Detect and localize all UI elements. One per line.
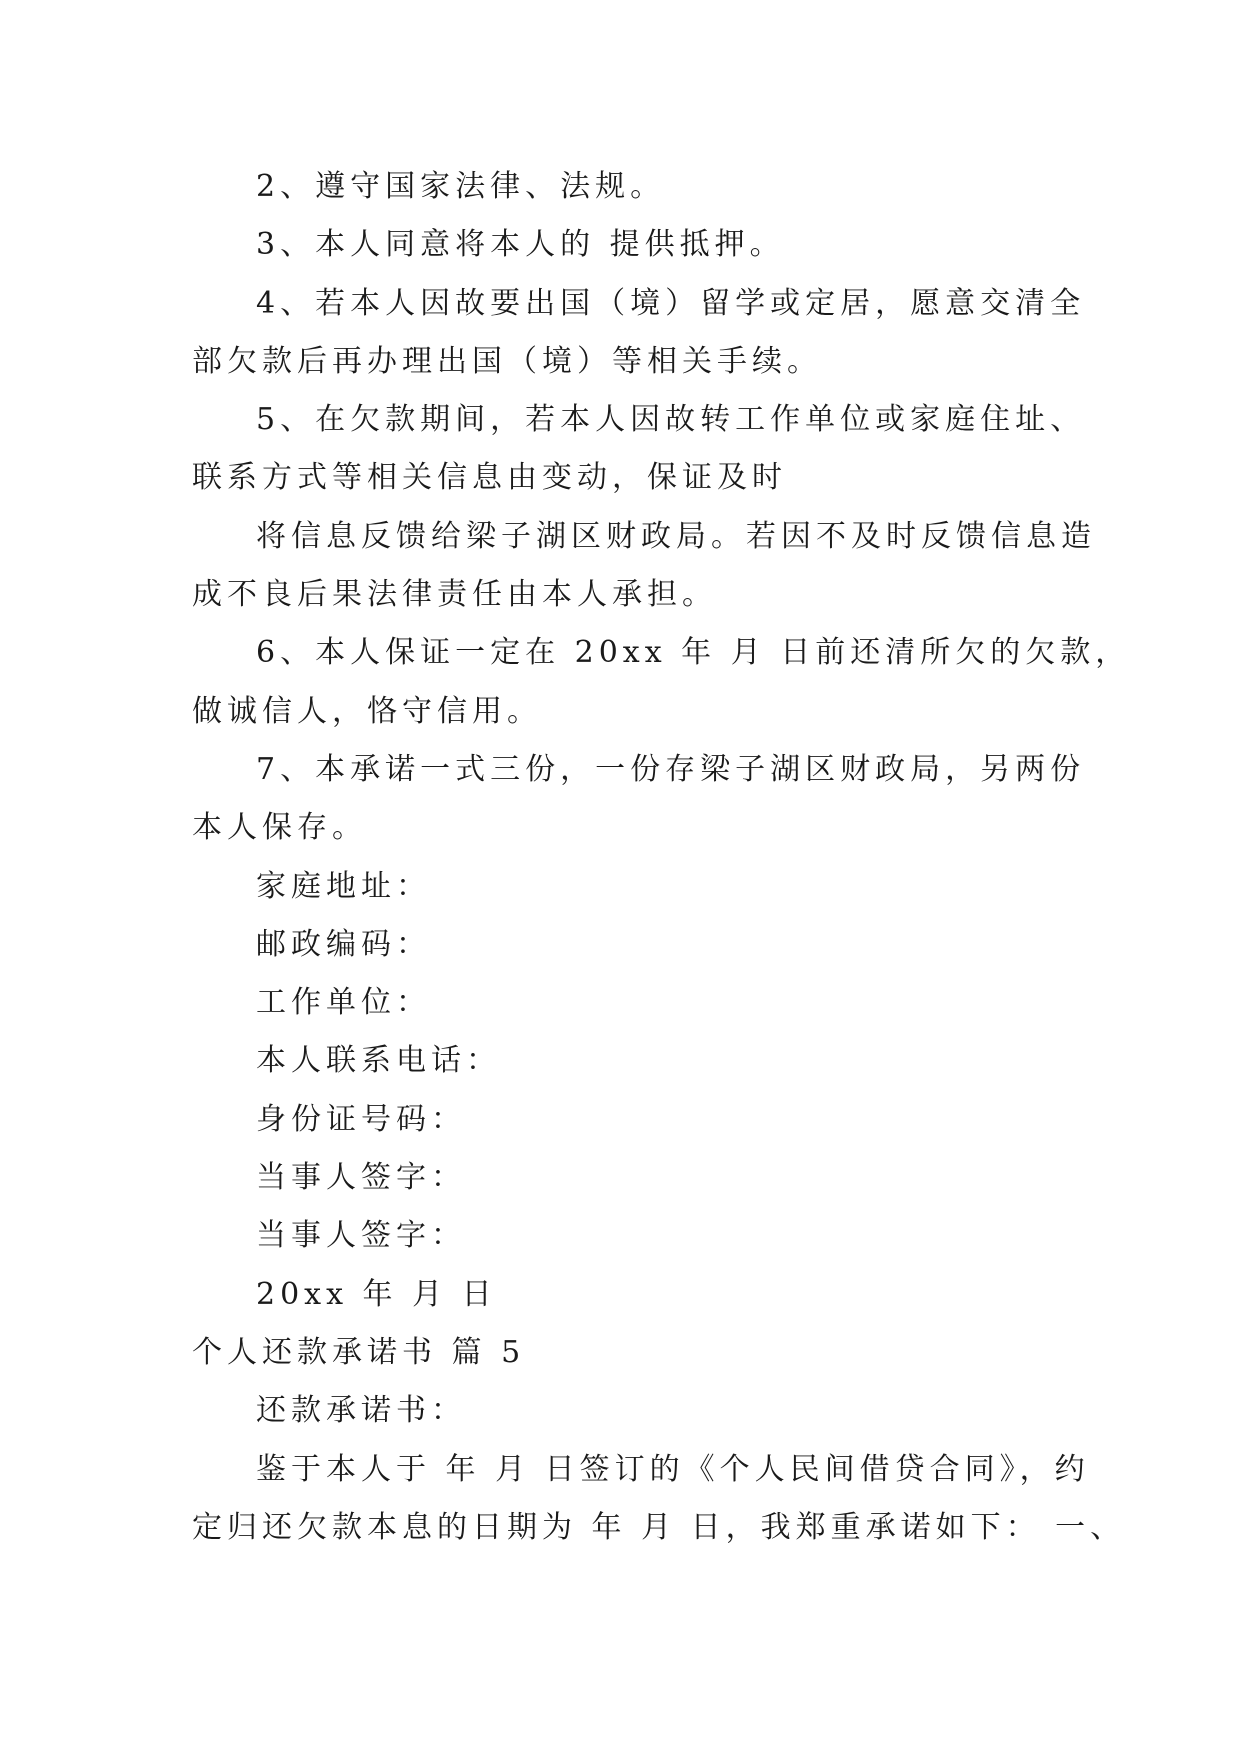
text-line: 定归还欠款本息的日期为 年 月 日，我郑重承诺如下： 一、	[192, 1509, 1126, 1545]
text-line: 6、本人保证一定在 20xx 年 月 日前还清所欠的欠款，	[256, 635, 1131, 671]
field-label-home-address: 家庭地址：	[256, 868, 431, 904]
text-line: 4、若本人因故要出国（境）留学或定居，愿意交清全	[256, 285, 1086, 321]
subheading: 还款承诺书：	[256, 1393, 466, 1429]
text-line: 7、本承诺一式三份，一份存梁子湖区财政局，另两份	[256, 751, 1086, 787]
text-line: 本人保存。	[192, 810, 367, 846]
text-line: 将信息反馈给梁子湖区财政局。若因不及时反馈信息造	[256, 518, 1096, 554]
text-line: 成不良后果法律责任由本人承担。	[192, 577, 717, 613]
text-line: 鉴于本人于 年 月 日签订的《个人民间借贷合同》，约	[256, 1451, 1090, 1487]
field-label-work-unit: 工作单位：	[256, 985, 431, 1021]
text-line: 5、在欠款期间，若本人因故转工作单位或家庭住址、	[256, 402, 1086, 438]
field-label-signature: 当事人签字：	[256, 1218, 466, 1254]
text-line: 做诚信人，恪守信用。	[192, 693, 542, 729]
text-line: 部欠款后再办理出国（境）等相关手续。	[192, 343, 822, 379]
field-label-id-number: 身份证号码：	[256, 1101, 466, 1137]
field-label-phone: 本人联系电话：	[256, 1043, 501, 1079]
field-label-postal-code: 邮政编码：	[256, 926, 431, 962]
field-label-signature: 当事人签字：	[256, 1160, 466, 1196]
document-body	[192, 158, 1131, 1557]
text-line: 联系方式等相关信息由变动，保证及时	[192, 460, 787, 496]
text-line: 3、本人同意将本人的 提供抵押。	[256, 227, 785, 263]
text-line: 2、遵守国家法律、法规。	[256, 169, 666, 204]
date-line: 20xx 年 月 日	[256, 1276, 497, 1312]
section-heading: 个人还款承诺书 篇 5	[192, 1334, 526, 1370]
